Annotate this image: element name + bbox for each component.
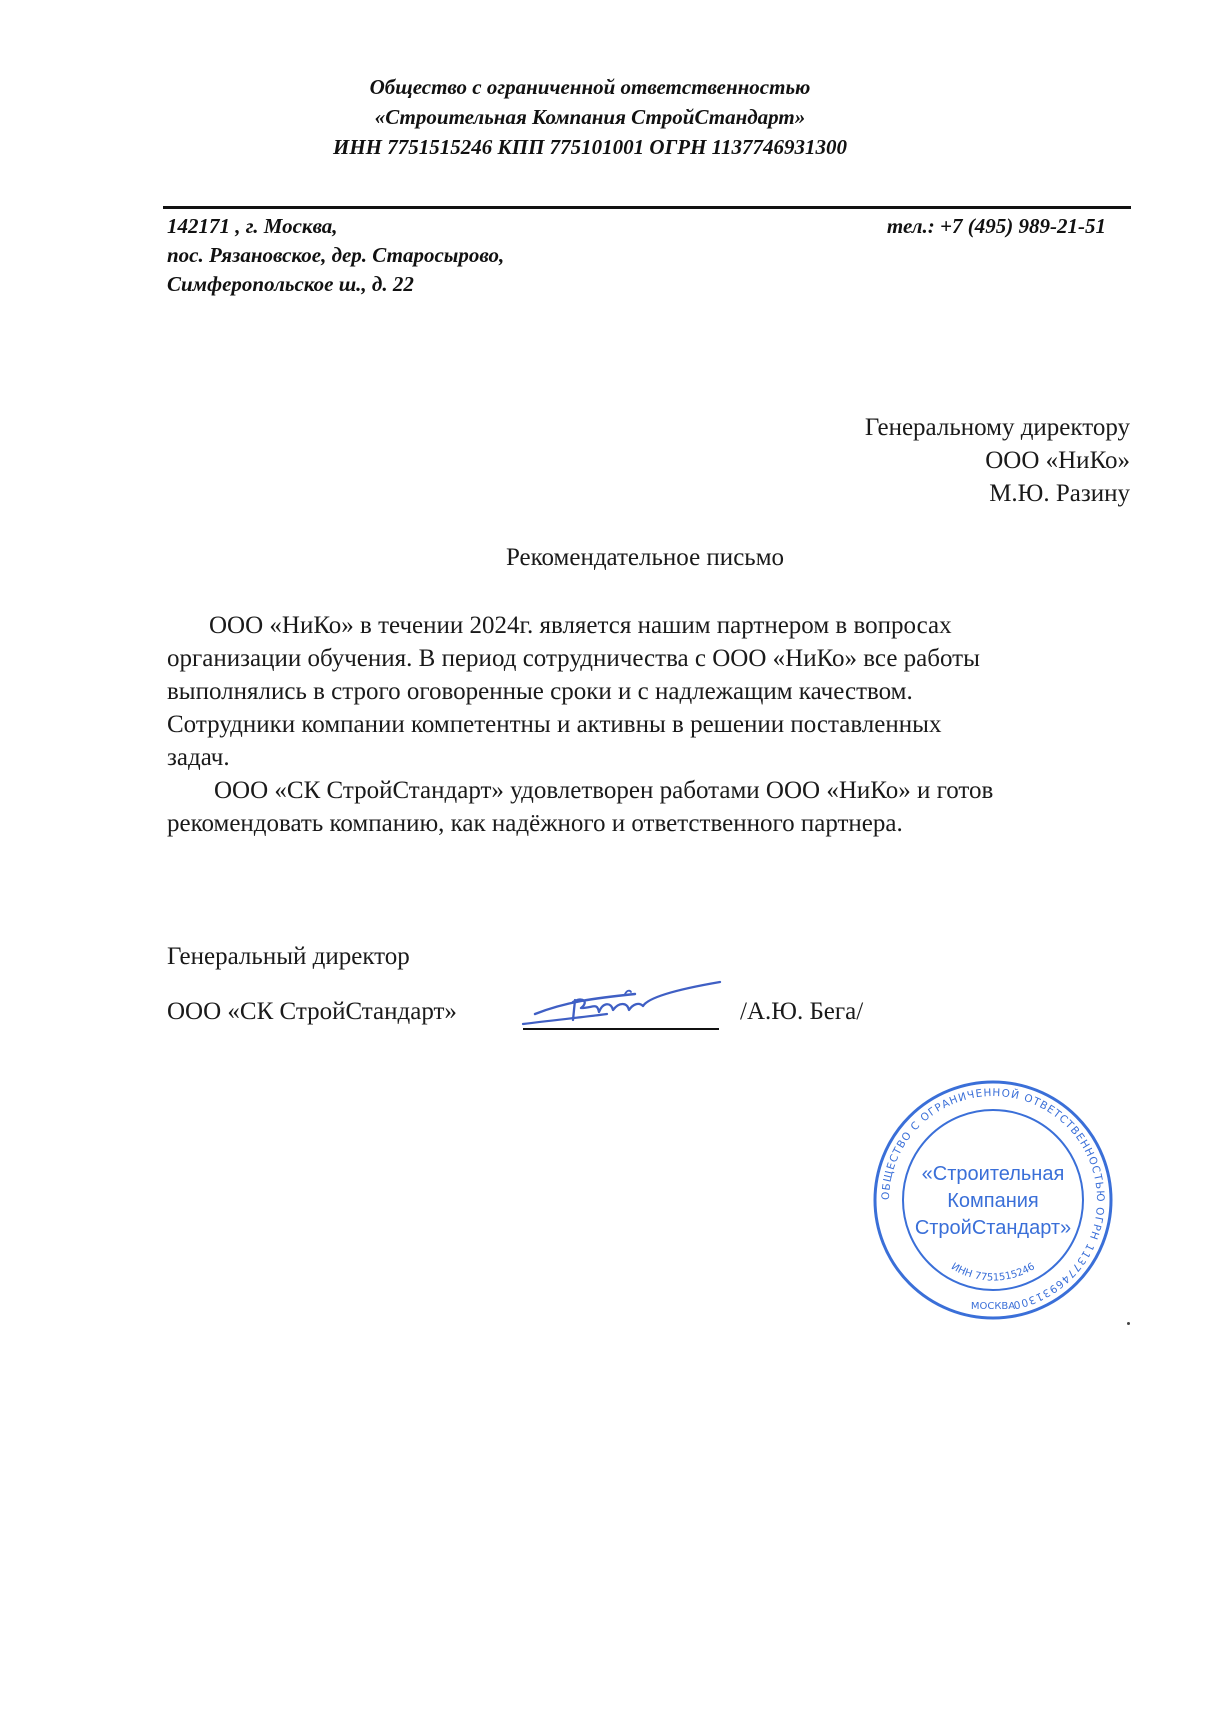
letterhead-divider xyxy=(163,206,1131,209)
svg-text:СтройСтандарт»: СтройСтандарт» xyxy=(914,1217,1072,1239)
address-line-3: Симферопольское ш., д. 22 xyxy=(167,272,414,296)
phone-number: тел.: +7 (495) 989-21-51 xyxy=(886,214,1106,238)
body-line-5: задач. xyxy=(167,744,230,771)
body-line-3: выполнялись в строго оговоренные сроки и с надлежащим качеством. xyxy=(167,678,913,705)
signatory-name: /А.Ю. Бега/ xyxy=(740,998,864,1025)
recipient-line-3: М.Ю. Разину xyxy=(989,480,1130,507)
body-line-2: организации обучения. В период сотрудничества с ООО «НиКо» все работы xyxy=(167,645,980,672)
recipient-line-1: Генеральному директору xyxy=(864,414,1130,441)
letterhead-requisites: ИНН 7751515246 КПП 775101001 ОГРН 1137746931300 xyxy=(332,135,848,159)
body-line-1: ООО «НиКо» в течении 2024г. является нашим партнером в вопросах xyxy=(209,612,952,639)
signatory-company: ООО «СК СтройСтандарт» xyxy=(167,998,457,1025)
letterhead-org-line: Общество с ограниченной ответственностью xyxy=(369,75,811,99)
recipient-line-2: ООО «НиКо» xyxy=(985,447,1130,474)
handwritten-signature xyxy=(515,972,730,1032)
letterhead-company-name: «Строительная Компания СтройСтандарт» xyxy=(374,105,806,129)
letter-title: Рекомендательное письмо xyxy=(505,544,785,571)
body-line-7: рекомендовать компанию, как надёжного и ответственного партнера. xyxy=(167,810,903,837)
stray-dot xyxy=(1127,1322,1130,1325)
signatory-position: Генеральный директор xyxy=(167,943,410,970)
address-line-1: 142171 , г. Москва, xyxy=(167,214,338,238)
svg-text:МОСКВА: МОСКВА xyxy=(970,1301,1016,1312)
svg-text:ИНН 7751515246: ИНН 7751515246 xyxy=(949,1261,1037,1284)
svg-text:ОБЩЕСТВО С ОГРАНИЧЕННОЙ ОТВЕТС: ОБЩЕСТВО С ОГРАНИЧЕННОЙ ОТВЕТСТВЕННОСТЬЮ ОГРН 1137746931300 xyxy=(879,1086,1107,1312)
address-line-2: пос. Рязановское, дер. Старосырово, xyxy=(167,243,505,267)
body-line-6: ООО «СК СтройСтандарт» удовлетворен работами ООО «НиКо» и готов xyxy=(214,777,994,804)
company-seal xyxy=(868,1075,1118,1325)
svg-text:«Строительная: «Строительная xyxy=(921,1163,1065,1185)
body-line-4: Сотрудники компании компетентны и активны в решении поставленных xyxy=(167,711,942,738)
svg-text:Компания: Компания xyxy=(947,1190,1039,1212)
